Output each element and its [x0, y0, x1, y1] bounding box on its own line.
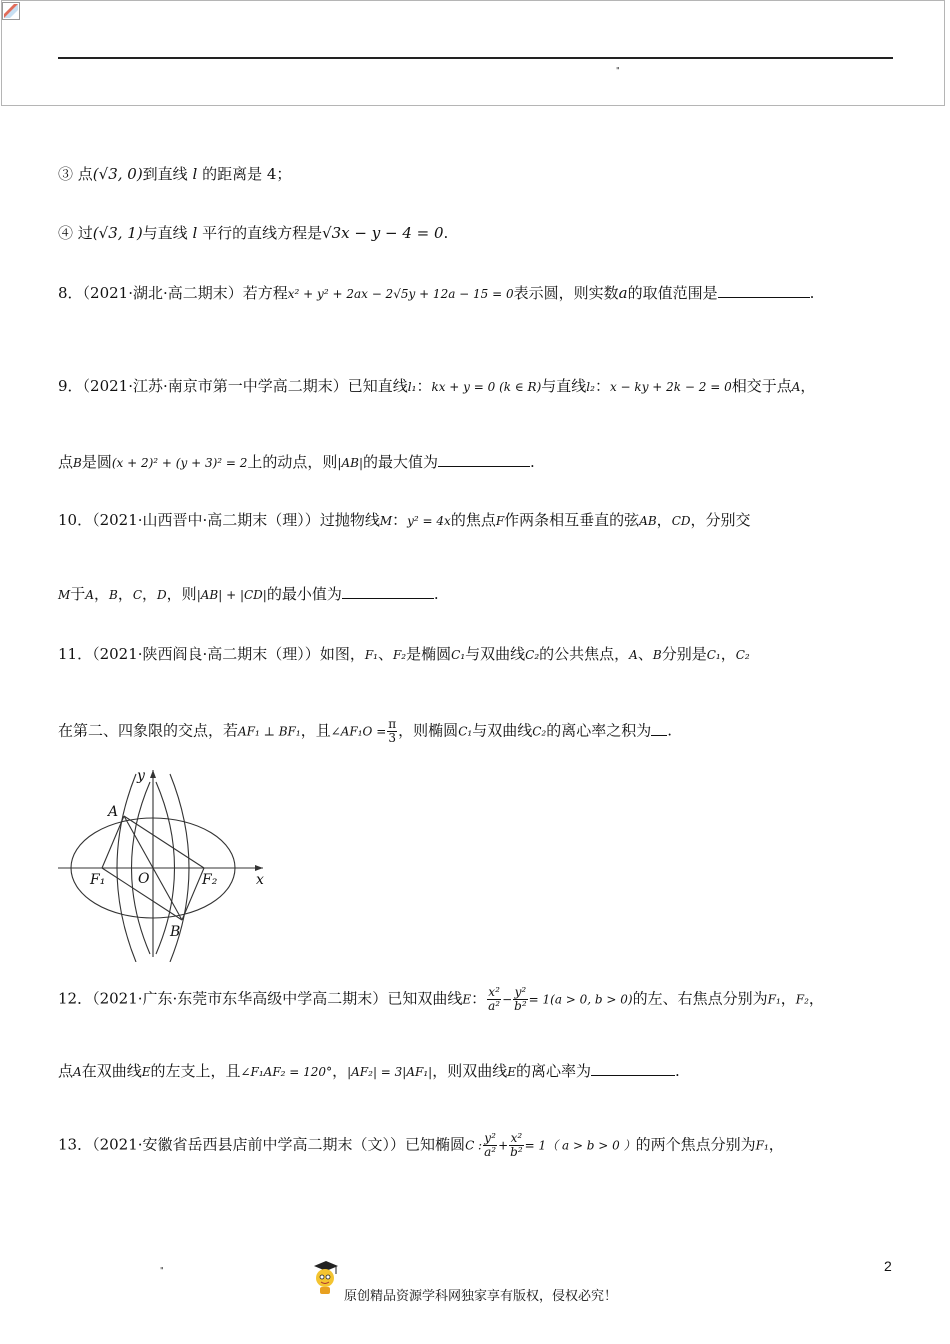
math: M: [379, 514, 393, 528]
math: E: [462, 992, 472, 1007]
text: 的取值范围是: [627, 284, 718, 302]
math: y² = 4x: [407, 514, 451, 528]
text: .: [433, 585, 439, 603]
math: C₁: [458, 724, 473, 739]
text: ：: [392, 511, 408, 529]
text: 如图，: [319, 645, 365, 663]
text: ，: [332, 1062, 348, 1080]
text: ④ 过: [58, 224, 93, 242]
question-number: 10．: [58, 511, 93, 529]
label-a: A: [108, 804, 119, 820]
denominator: a²: [484, 1145, 497, 1159]
denominator: 3: [388, 731, 397, 745]
text: ③ 点: [58, 165, 93, 183]
question-source: （2021·广东·东莞市东华高级中学高二期末）: [92, 989, 388, 1008]
text: ，且: [300, 721, 331, 740]
question-number: 8．: [58, 284, 83, 302]
question-8: [58, 283, 814, 304]
text: 的焦点: [450, 511, 496, 529]
x-arrow: [255, 865, 263, 871]
math: |AB| + |CD|: [196, 588, 267, 602]
question-12-line-2: [58, 1061, 680, 1082]
text: ，: [117, 585, 133, 603]
question-source: （2021·安徽省岳西县店前中学高二期末（文））: [92, 1135, 406, 1154]
text: ：: [594, 377, 610, 395]
question-11-line-2: [58, 718, 672, 745]
text: 在第二、四象限的交点，若: [58, 721, 239, 740]
question-9-line-2: [58, 452, 535, 473]
label-x: x: [256, 872, 264, 888]
text: 、: [377, 645, 393, 663]
text: 的最大值为: [363, 453, 439, 471]
text: 与双曲线: [465, 645, 526, 663]
math: C₁: [706, 648, 721, 662]
question-10-line-2: [58, 584, 439, 605]
fraction: [513, 986, 528, 1013]
math: A: [85, 588, 94, 602]
math: = 1: [524, 1138, 547, 1153]
text: ，分别交: [690, 511, 751, 529]
question-source: （2021·湖北·高二期末）: [82, 284, 243, 302]
math: F: [495, 514, 505, 528]
text: .: [667, 721, 672, 740]
text: ，: [93, 585, 109, 603]
text: 点: [58, 453, 74, 471]
text: 已知直线: [347, 377, 408, 395]
math: ∠AF₁O =: [330, 724, 387, 739]
fraction: [387, 718, 397, 745]
denominator: a²: [488, 999, 501, 1013]
math: −: [502, 992, 513, 1007]
math: x² + y² + 2ax − 2√5y + 12a − 15 = 0: [287, 287, 514, 301]
math: F₂: [795, 992, 809, 1007]
denominator: b²: [510, 1145, 523, 1159]
numerator: y²: [514, 985, 527, 999]
text: 已知椭圆: [405, 1135, 466, 1154]
question-source: （2021·江苏·南京市第一中学高二期末）: [82, 377, 348, 395]
question-9-line-1: [58, 376, 815, 397]
math: CD: [671, 514, 691, 528]
text: ，: [808, 989, 824, 1008]
math: F₁: [364, 648, 378, 662]
text: ，: [800, 377, 816, 395]
text: ，: [142, 585, 158, 603]
text: ，则: [166, 585, 197, 603]
header-mark: ": [616, 66, 620, 75]
math: a: [618, 284, 628, 302]
text: ，: [656, 511, 672, 529]
math: l₁: [407, 380, 417, 394]
page-header: [1, 0, 945, 106]
text: ，: [780, 989, 796, 1008]
text: ，: [768, 1135, 784, 1154]
math: A: [791, 380, 801, 394]
label-b: B: [170, 924, 181, 940]
question-11-line-1: [58, 644, 750, 665]
copyright-notice: 原创精品资源学科网独家享有版权，侵权必究！: [344, 1289, 618, 1304]
denominator: b²: [514, 999, 527, 1013]
math: B: [109, 588, 118, 602]
text: 若方程: [242, 284, 288, 302]
math: C₁: [451, 648, 466, 662]
mascot-icon: [310, 1258, 340, 1298]
numerator: y²: [484, 1131, 496, 1145]
question-source: （2021·山西晋中·高二期末（理））: [92, 511, 320, 529]
text: 的离心率之积为: [546, 721, 652, 740]
numerator: x²: [510, 1131, 523, 1145]
text: 作两条相互垂直的弦: [504, 511, 640, 529]
text: 、: [637, 645, 653, 663]
text: 表示圆，则实数: [513, 284, 619, 302]
question-12-line-1: [58, 986, 824, 1013]
text: ，则椭圆: [398, 721, 459, 740]
math: √3x − y − 4 = 0: [322, 224, 444, 242]
text: 点: [58, 1062, 74, 1080]
label-o: O: [138, 871, 150, 887]
text: 与直线: [142, 224, 188, 242]
math: E: [141, 1065, 151, 1079]
math: C₂: [532, 724, 547, 739]
math: C₂: [525, 648, 540, 662]
fraction: [483, 1132, 497, 1159]
fraction: [509, 1132, 524, 1159]
text: 与双曲线: [472, 721, 533, 740]
label-y: y: [137, 768, 145, 784]
math: M: [58, 588, 71, 602]
text: 过抛物线: [319, 511, 380, 529]
math: D: [157, 588, 167, 602]
math: x − ky + 2k − 2 = 0: [609, 380, 732, 394]
math: F₁: [767, 992, 781, 1007]
item-3: [58, 164, 291, 184]
numerator: x²: [488, 985, 500, 999]
answer-blank[interactable]: [718, 283, 810, 298]
math: ∠F₁AF₂ = 120°: [240, 1065, 333, 1079]
header-rule: [58, 57, 893, 59]
text: 于: [70, 585, 86, 603]
math: （ a > b > 0 ）: [546, 1138, 636, 1153]
math: C :: [465, 1138, 483, 1153]
text: 上的动点，则: [247, 453, 338, 471]
question-number: 9．: [58, 377, 83, 395]
text: 是圆: [81, 453, 112, 471]
ellipse-hyperbola-figure: [58, 762, 278, 962]
text: 相交于点: [731, 377, 792, 395]
math: F₁: [755, 1138, 769, 1153]
math: |AF₂| = 3|AF₁|: [347, 1065, 433, 1079]
text: 到直线: [142, 165, 188, 183]
text: 的两个焦点分别为: [635, 1135, 756, 1154]
page-number: 2: [884, 1258, 892, 1274]
text: .: [809, 284, 815, 302]
text: 的左支上，且: [150, 1062, 241, 1080]
footer-mark: ": [160, 1266, 164, 1275]
math: l: [192, 165, 198, 183]
text: ：: [471, 989, 487, 1008]
math: kx + y = 0 (k ∈ R): [431, 380, 542, 394]
math: +: [498, 1138, 509, 1153]
math: A: [629, 648, 638, 662]
text: 的左、右焦点分别为: [632, 989, 768, 1008]
math: = 1(a > 0, b > 0): [528, 992, 633, 1007]
item-4: [58, 223, 448, 243]
text: 在双曲线: [81, 1062, 142, 1080]
math: C₂: [735, 648, 750, 662]
text: ：: [416, 377, 432, 395]
question-number: 12．: [58, 989, 93, 1008]
text: 的距离是 4；: [202, 165, 292, 183]
math: A: [73, 1065, 82, 1079]
text: ，则双曲线: [432, 1062, 508, 1080]
question-source: （2021·陕西阎良·高二期末（理））: [92, 645, 320, 663]
label-f2: F₂: [202, 872, 218, 888]
math: (x + 2)² + (y + 3)² = 2: [111, 456, 248, 470]
math: F₂: [392, 648, 407, 662]
text: 是椭圆: [406, 645, 452, 663]
math: |AB|: [337, 456, 363, 470]
math: AF₁ ⊥ BF₁: [238, 724, 301, 739]
question-number: 13．: [58, 1135, 93, 1154]
broken-image-icon: [2, 2, 20, 20]
math: AB: [639, 514, 657, 528]
text: 平行的直线方程是: [202, 224, 323, 242]
text: 已知双曲线: [387, 989, 463, 1008]
math: (√3, 0): [92, 165, 143, 183]
math: B: [73, 456, 82, 470]
text: 的离心率为: [515, 1062, 591, 1080]
text: .: [675, 1062, 680, 1080]
question-number: 11．: [58, 645, 93, 663]
math: B: [652, 648, 662, 662]
math: l: [192, 224, 198, 242]
label-f1: F₁: [90, 872, 106, 888]
question-10-line-1: [58, 510, 751, 531]
math: l₂: [586, 380, 595, 394]
answer-blank[interactable]: [591, 1061, 675, 1076]
text: 的最小值为: [266, 585, 342, 603]
text: 的公共焦点，: [539, 645, 630, 663]
text: 分别是: [661, 645, 707, 663]
text: .: [530, 453, 535, 471]
text: .: [443, 224, 449, 242]
y-arrow: [150, 770, 156, 778]
math: (√3, 1): [92, 224, 143, 242]
text: 与直线: [541, 377, 587, 395]
numerator: π: [388, 717, 397, 731]
math: E: [507, 1065, 516, 1079]
fraction: [487, 986, 501, 1013]
math: C: [132, 588, 143, 602]
answer-blank[interactable]: [438, 452, 530, 467]
text: ，: [720, 645, 736, 663]
answer-blank[interactable]: [651, 721, 667, 736]
question-13: [58, 1132, 784, 1159]
answer-blank[interactable]: [342, 584, 434, 599]
